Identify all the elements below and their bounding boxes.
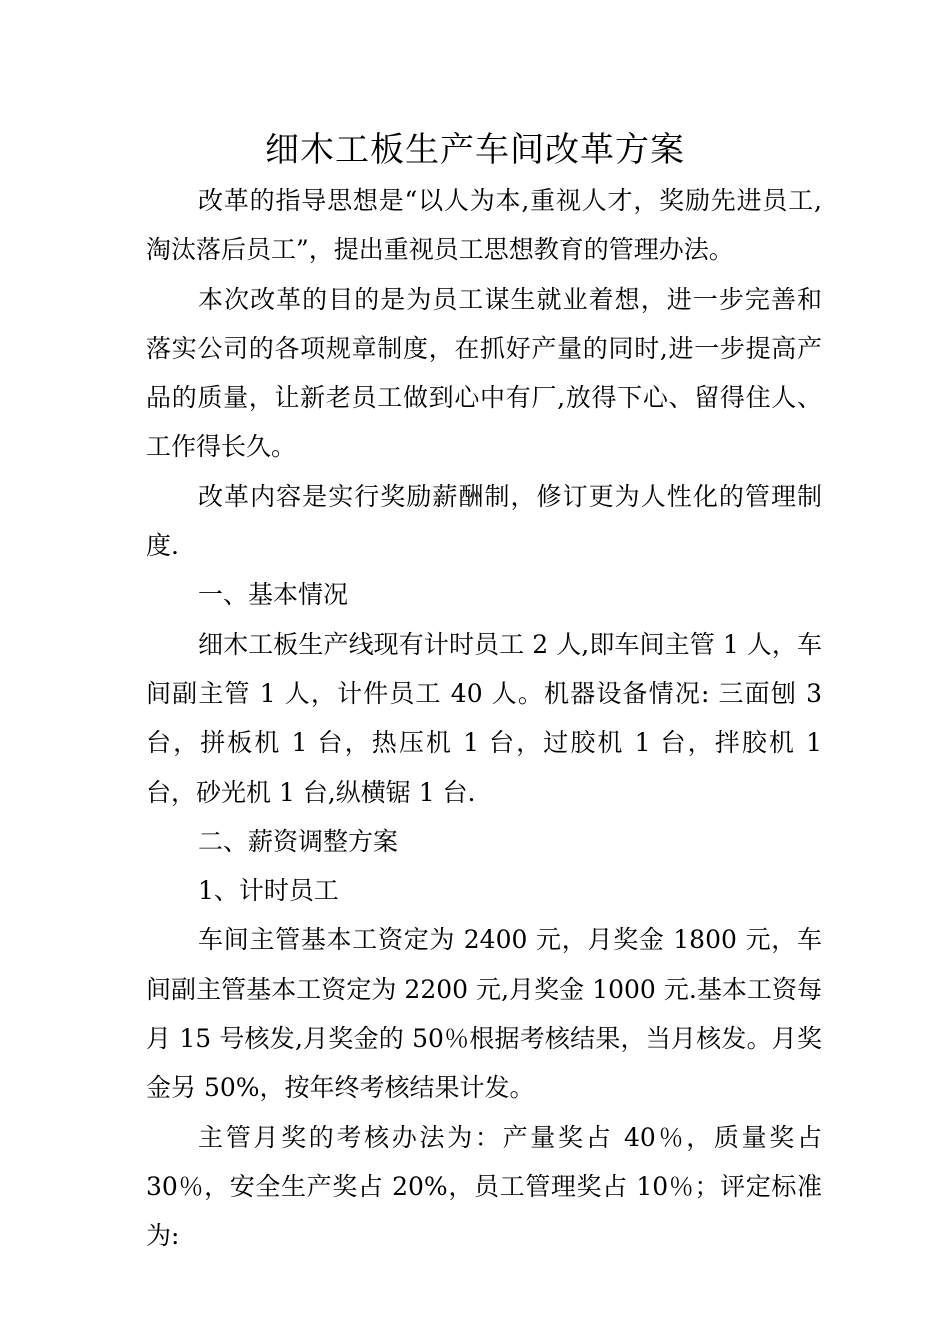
- section-heading-basic-situation: 一、基本情况: [198, 580, 349, 610]
- paragraph-content: 改革内容是实行奖励薪酬制，修订更为人性化的管理制度.: [146, 481, 822, 561]
- paragraph-basic-situation: 细木工板生产线现有计时员工 2 人,即车间主管 1 人，车间副主管 1 人，计件员工 40 人。机器设备情况: 三面刨 3 台，拼板机 1 台，热压机 1 台，过胶机 1 台，拌胶机 1 台，砂光机 1 台,纵横锯 1 台.: [146, 629, 822, 807]
- paragraph-supervisor-salary: 车间主管基本工资定为 2400 元，月奖金 1800 元，车间副主管基本工资定为 2200 元,月奖金 1000 元.基本工资每月 15 号核发,月奖金的 50％根据考核结果，当月核发。月奖金另 50%，按年终考核结果计发。: [146, 925, 822, 1103]
- paragraph-bonus-assessment: 主管月奖的考核办法为：产量奖占 40％，质量奖占 30％，安全生产奖占 20%，员工管理奖占 10％；评定标准为:: [146, 1122, 822, 1251]
- document-title: 细木工板生产车间改革方案: [265, 130, 685, 170]
- subheading-hourly-staff: 1、计时员工: [198, 876, 339, 906]
- section-heading-salary-plan: 二、薪资调整方案: [198, 826, 399, 856]
- paragraph-purpose: 本次改革的目的是为员工谋生就业着想，进一步完善和落实公司的各项规章制度，在抓好产量的同时,进一步提高产品的质量，让新老员工做到心中有厂,放得下心、留得住人、工作得长久。: [146, 284, 822, 462]
- document-body: [146, 176, 822, 1261]
- paragraph-guiding-idea: 改革的指导思想是“以人为本,重视人才，奖励先进员工,淘汰落后员工”，提出重视员工思想教育的管理办法。: [146, 186, 822, 265]
